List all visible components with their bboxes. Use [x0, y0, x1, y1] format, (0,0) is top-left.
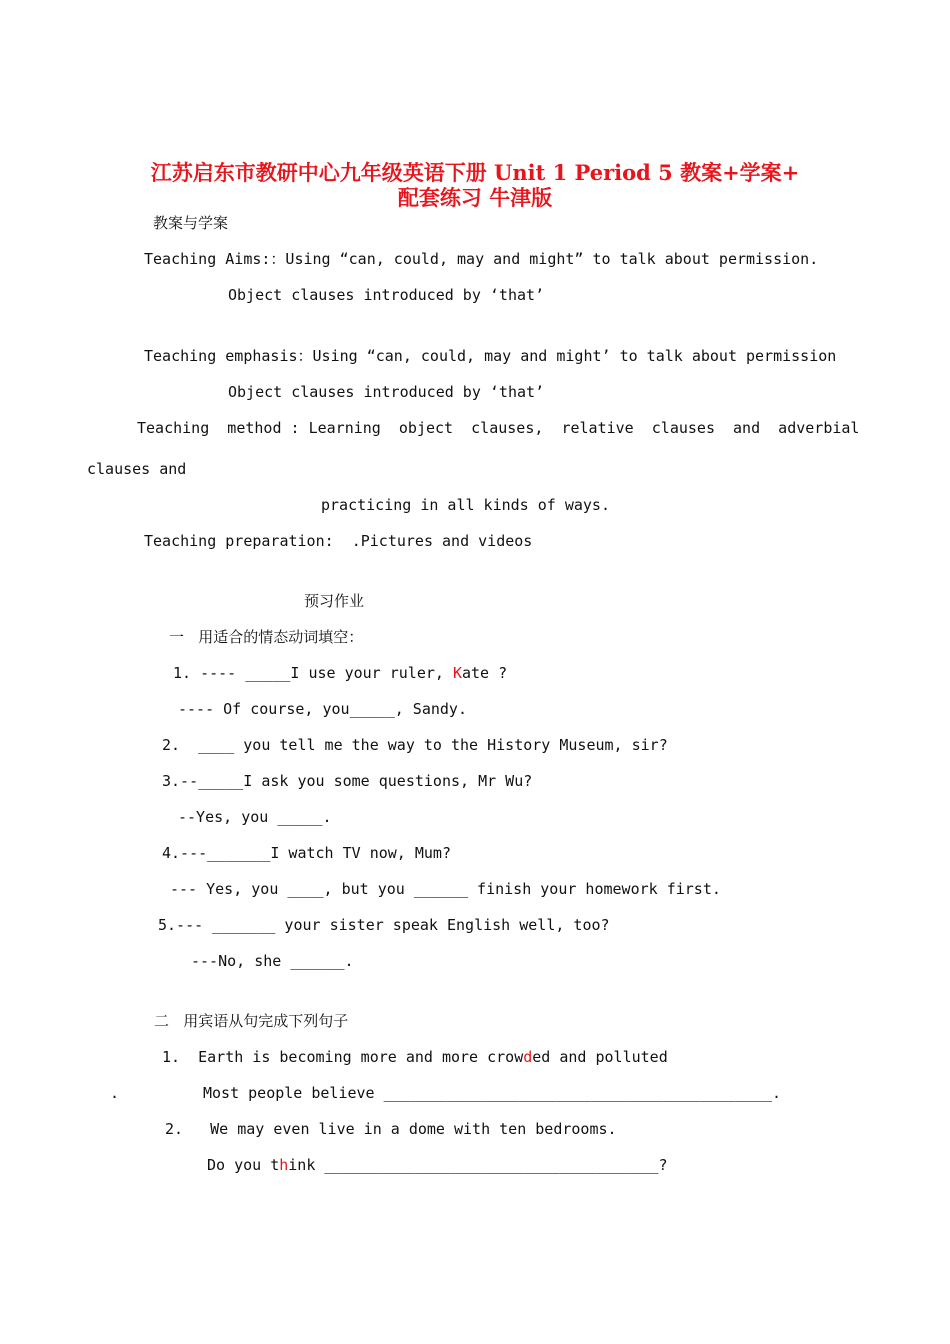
- sentence-2b-text: Do you t: [207, 1156, 280, 1174]
- teaching-method-wrap: clauses and: [87, 460, 187, 478]
- question-3b: --Yes, you _____.: [178, 808, 332, 826]
- sentence-2a: 2. We may even live in a dome with ten bedrooms.: [165, 1120, 617, 1138]
- sentence-1a-text-end: ed and polluted: [532, 1048, 668, 1066]
- document-title-line1: 江苏启东市教研中心九年级英语下册 Unit 1 Period 5 教案+学案+: [150, 160, 800, 185]
- question-4b: --- Yes, you ____, but you ______ finish your homework first.: [170, 880, 721, 898]
- sentence-2b-text-end: ink _____________________________________?: [288, 1156, 668, 1174]
- section-two-heading: 二 用宾语从句完成下列句子: [154, 1012, 349, 1030]
- question-1a-text: 1. ---- _____I use your ruler,: [173, 664, 453, 682]
- teaching-aims-cont: Object clauses introduced by ‘that’: [228, 286, 545, 304]
- sentence-2b-red-letter: h: [279, 1156, 289, 1174]
- subtitle: 教案与学案: [153, 214, 229, 232]
- sentence-1b: Most people believe ___________________________________________.: [203, 1084, 781, 1102]
- section-one-heading: 一 用适合的情态动词填空：: [169, 628, 364, 646]
- question-1a-red-letter: K: [452, 664, 462, 682]
- question-4a: 4.---_______I watch TV now, Mum?: [162, 844, 451, 862]
- question-1a: [173, 663, 507, 683]
- question-5b: ---No, she ______.: [191, 952, 354, 970]
- sentence-1a: [162, 1047, 668, 1067]
- teaching-method-cont: practicing in all kinds of ways.: [321, 496, 610, 514]
- preview-heading: 预习作业: [304, 592, 365, 610]
- sentence-1a-red-letter: d: [523, 1048, 533, 1066]
- question-1a-text-end: ate ?: [462, 664, 508, 682]
- question-2: 2. ____ you tell me the way to the History Museum, sir?: [162, 736, 668, 754]
- sentence-1a-text: 1. Earth is becoming more and more crow: [162, 1048, 524, 1066]
- question-1b: ---- Of course, you_____, Sandy.: [178, 700, 467, 718]
- teaching-aims: Teaching Aims:：Using “can, could, may and might” to talk about permission.: [144, 250, 819, 268]
- question-5a: 5.--- _______ your sister speak English well, too?: [158, 916, 610, 934]
- question-3a: 3.--_____I ask you some questions, Mr Wu?: [162, 772, 533, 790]
- sentence-2b: [207, 1155, 668, 1175]
- sentence-1b-dot: .: [110, 1084, 120, 1102]
- document-title-line2: 配套练习 牛津版: [397, 185, 553, 210]
- teaching-emphasis-cont: Object clauses introduced by ‘that’: [228, 383, 545, 401]
- teaching-preparation: Teaching preparation: .Pictures and videos: [144, 532, 533, 550]
- teaching-method: Teaching method : Learning object clauses, relative clauses and adverbial: [137, 419, 860, 437]
- teaching-emphasis: Teaching emphasis：Using “can, could, may and might’ to talk about permission: [144, 347, 837, 365]
